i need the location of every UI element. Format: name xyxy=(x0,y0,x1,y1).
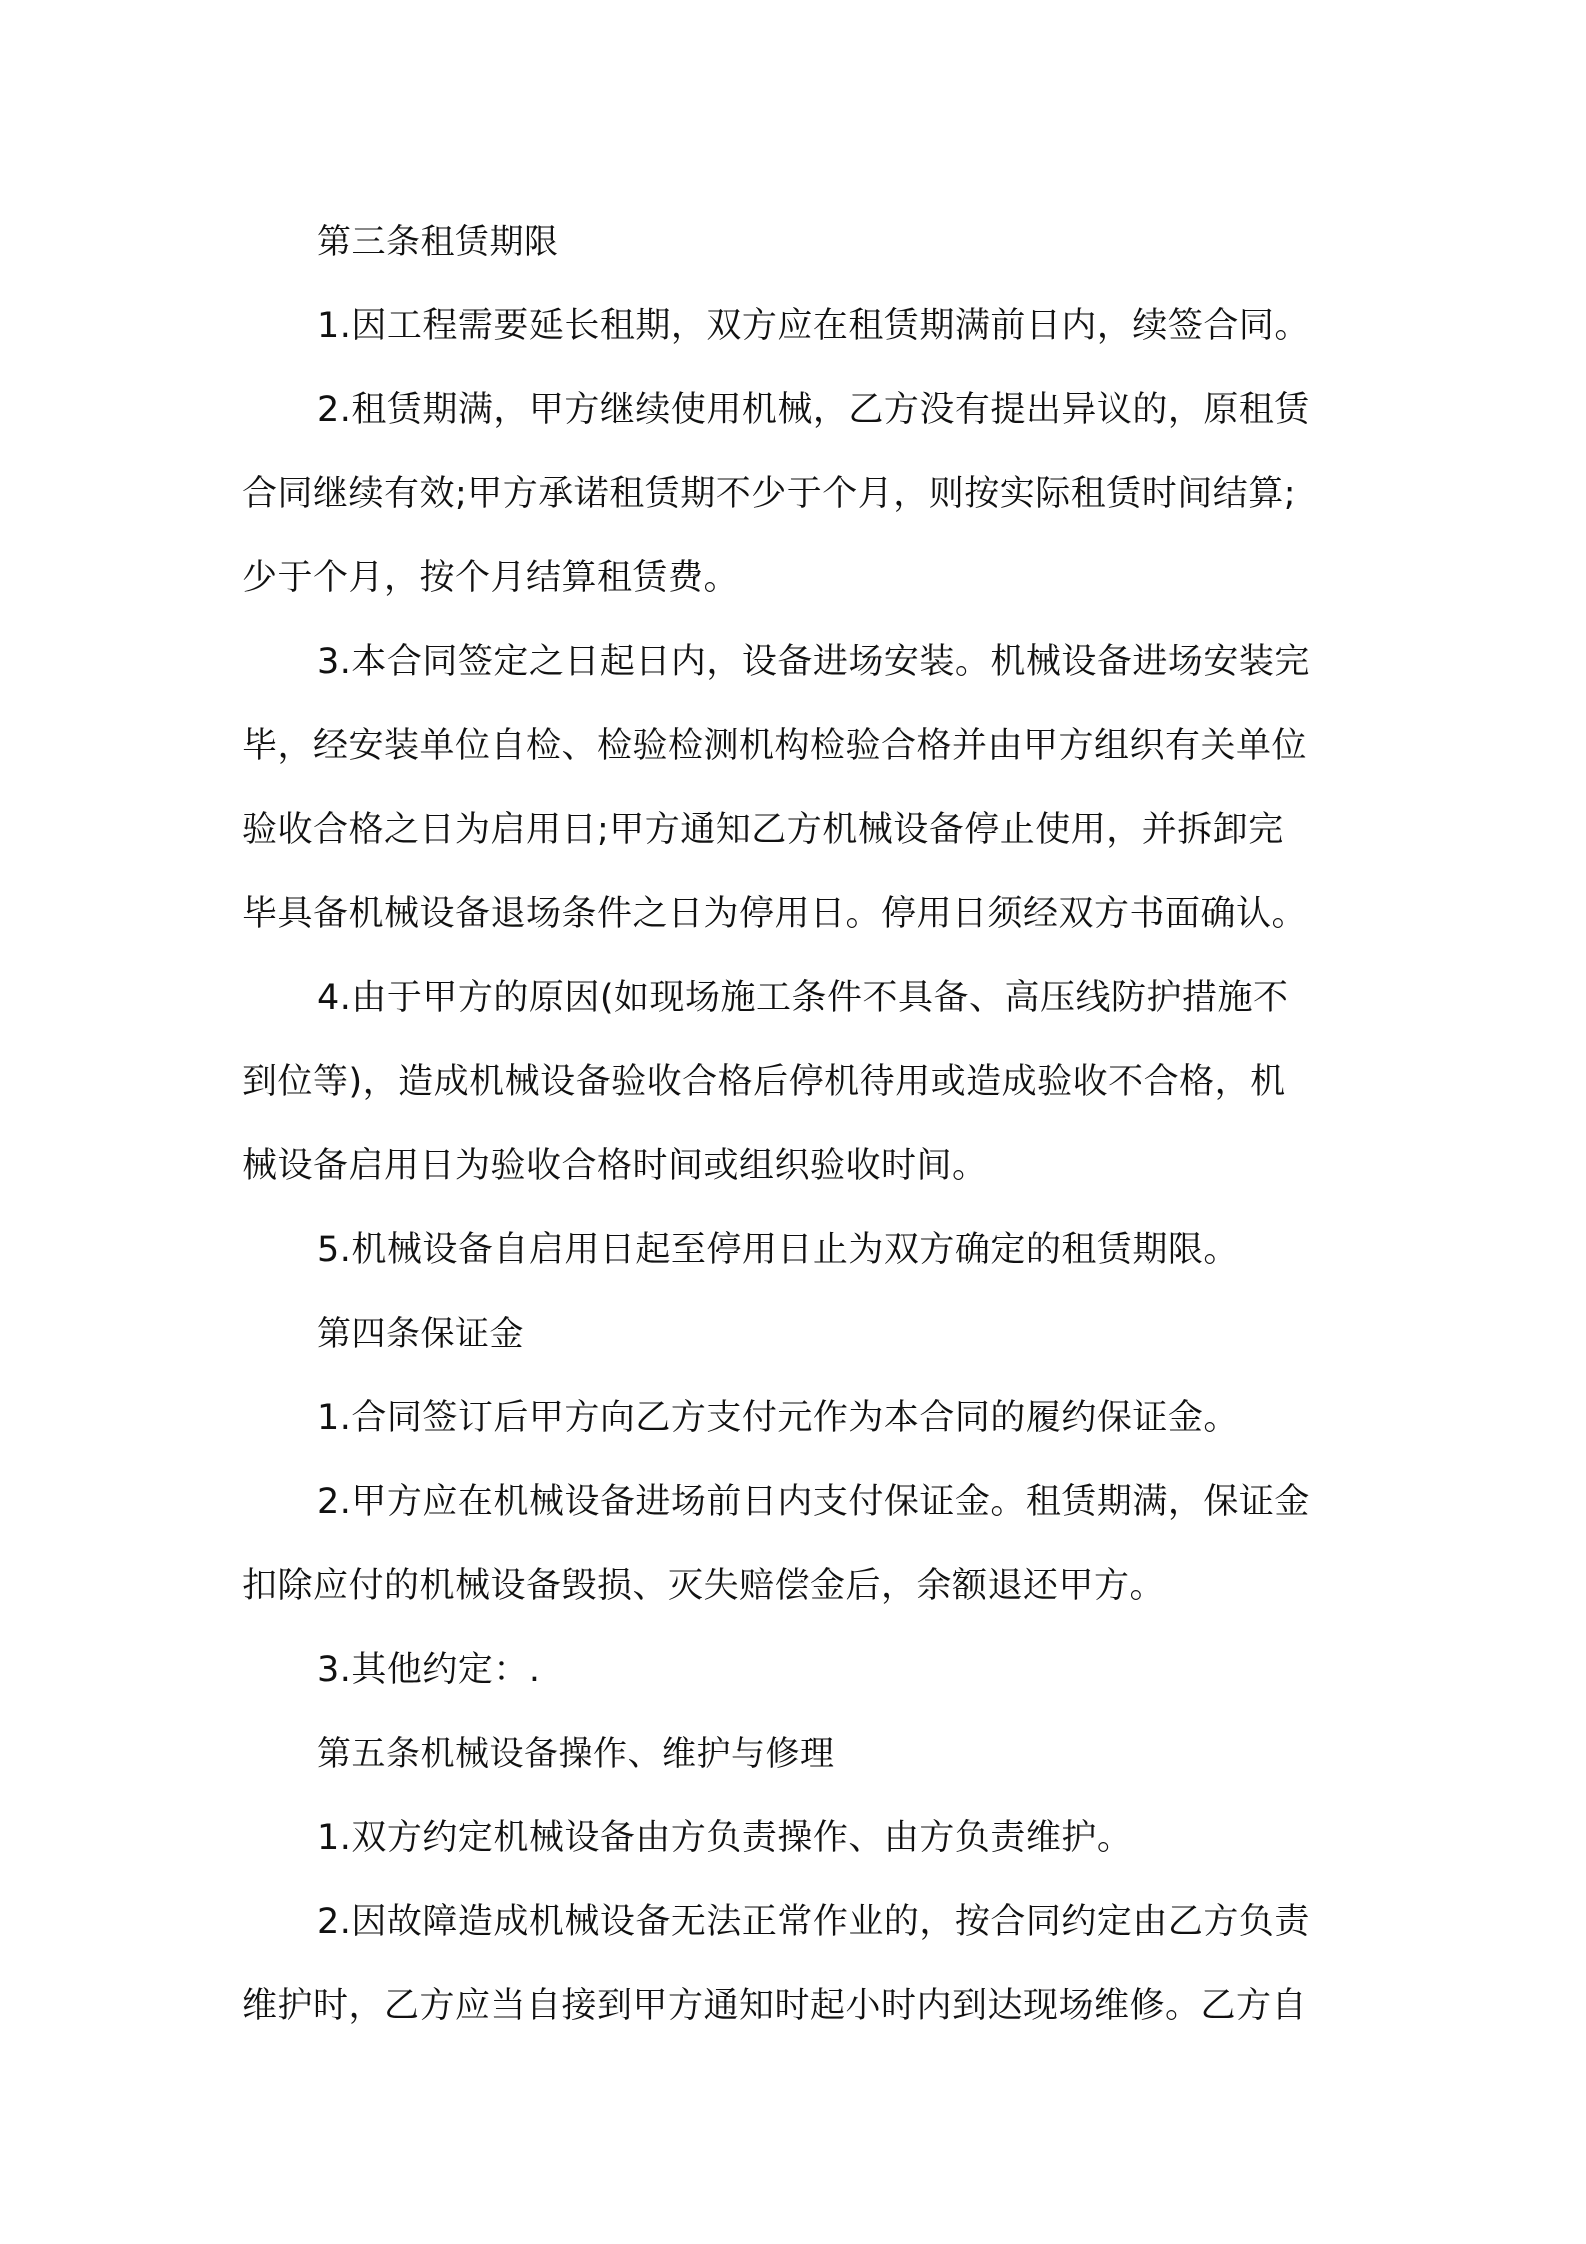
paragraph-line: 械设备启用日为验收合格时间或组织验收时间。 xyxy=(242,1146,988,1186)
paragraph-line: 毕，经安装单位自检、检验检测机构检验合格并由甲方组织有关单位 xyxy=(242,726,1308,766)
paragraph-line: 1.合同签订后甲方向乙方支付元作为本合同的履约保证金。 xyxy=(317,1398,1239,1438)
paragraph-line: 合同继续有效;甲方承诺租赁期不少于个月，则按实际租赁时间结算; xyxy=(242,474,1297,514)
paragraph-line: 验收合格之日为启用日;甲方通知乙方机械设备停止使用，并拆卸完 xyxy=(242,810,1284,850)
paragraph-line: 扣除应付的机械设备毁损、灭失赔偿金后，余额退还甲方。 xyxy=(242,1566,1166,1606)
contract-text-body xyxy=(242,200,1352,2048)
paragraph-line: 2.因故障造成机械设备无法正常作业的，按合同约定由乙方负责 xyxy=(317,1902,1310,1942)
paragraph-line: 3.其他约定：. xyxy=(317,1650,541,1690)
paragraph-line: 毕具备机械设备退场条件之日为停用日。停用日须经双方书面确认。 xyxy=(242,894,1308,934)
paragraph-line: 2.甲方应在机械设备进场前日内支付保证金。租赁期满，保证金 xyxy=(317,1482,1310,1522)
paragraph-line: 1.双方约定机械设备由方负责操作、由方负责维护。 xyxy=(317,1818,1133,1858)
paragraph-line: 2.租赁期满，甲方继续使用机械，乙方没有提出异议的，原租赁 xyxy=(317,390,1310,430)
section-heading-3: 第三条租赁期限 xyxy=(317,222,559,262)
paragraph-line: 4.由于甲方的原因(如现场施工条件不具备、高压线防护措施不 xyxy=(317,978,1289,1018)
section-heading-4: 第四条保证金 xyxy=(317,1314,524,1354)
paragraph-line: 5.机械设备自启用日起至停用日止为双方确定的租赁期限。 xyxy=(317,1230,1239,1270)
paragraph-line: 到位等)，造成机械设备验收合格后停机待用或造成验收不合格，机 xyxy=(242,1062,1286,1102)
paragraph-line: 少于个月，按个月结算租赁费。 xyxy=(242,558,740,598)
paragraph-line: 1.因工程需要延长租期，双方应在租赁期满前日内，续签合同。 xyxy=(317,306,1310,346)
paragraph-line: 维护时，乙方应当自接到甲方通知时起小时内到达现场维修。乙方自 xyxy=(242,1986,1308,2026)
paragraph-line: 3.本合同签定之日起日内，设备进场安装。机械设备进场安装完 xyxy=(317,642,1310,682)
section-heading-5: 第五条机械设备操作、维护与修理 xyxy=(317,1734,835,1774)
